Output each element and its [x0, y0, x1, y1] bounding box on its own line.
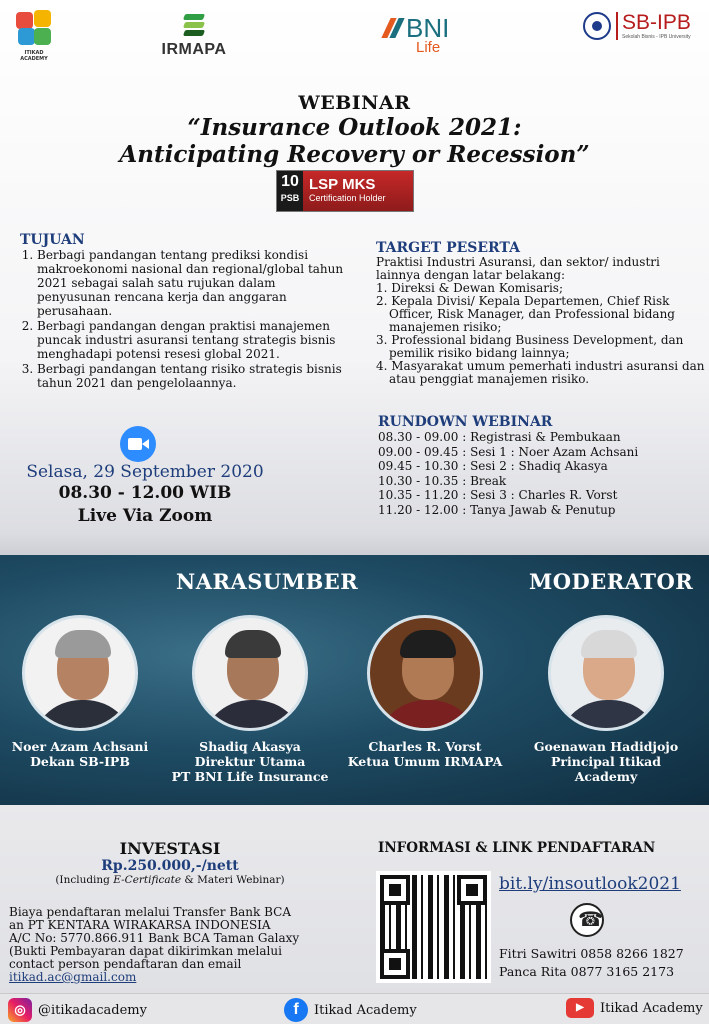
payment-line: (Bukti Pembayaran dapat dikirimkan melalui	[9, 944, 282, 958]
rundown-heading: RUNDOWN WEBINAR	[378, 414, 553, 430]
speaker-role: Direktur Utama	[194, 754, 306, 769]
itikad-logo-text: ITIKAD ACADEMY	[20, 50, 48, 62]
rundown-time: 09.00 - 09.45	[378, 444, 459, 459]
investasi-block	[0, 839, 340, 886]
email-link[interactable]: itikad.ac@gmail.com	[9, 970, 137, 984]
rundown-item: : Sesi 2 : Shadiq Akasya	[462, 459, 608, 474]
table-row	[378, 445, 638, 460]
speaker-name: Charles R. Vorst	[368, 739, 482, 754]
youtube-handle: Itikad Academy	[600, 1000, 703, 1016]
table-row	[378, 503, 638, 518]
event-date: Selasa, 29 September 2020	[26, 462, 264, 482]
sb-ipb-logo	[583, 12, 701, 40]
payment-line: an PT KENTARA WIRAKARSA INDONESIA	[9, 918, 271, 932]
rundown-item: : Registrasi & Pembukaan	[462, 430, 621, 444]
rundown-item: : Tanya Jawab & Penutup	[462, 502, 616, 517]
list-item: 1. Berbagi pandangan tentang prediksi kondisi makroekonomi nasional dan regional/global tahun 2021 sebagai salah satu rujukan dalam penyusunan rencana kerja dan anggaran perusahaan.	[37, 248, 350, 318]
speaker-role: Ketua Umum IRMAPA	[347, 754, 503, 769]
list-item: 1. Direksi & Dewan Komisaris;	[376, 281, 564, 295]
rundown-item: : Break	[462, 473, 507, 488]
target-list	[376, 282, 706, 386]
instagram-link[interactable]	[8, 998, 147, 1022]
youtube-icon: ▶	[566, 998, 594, 1018]
irmapa-logo	[158, 13, 230, 59]
title-line-2: Anticipating Recovery or Recession”	[119, 141, 590, 168]
speakers-band	[0, 555, 709, 805]
target-section	[376, 240, 706, 386]
lsp-cert: Certification Holder	[309, 193, 386, 203]
webinar-label: WEBINAR	[298, 92, 411, 114]
event-via: Live Via Zoom	[77, 506, 213, 526]
tujuan-list	[20, 248, 350, 390]
irmapa-mark-icon	[181, 13, 207, 39]
youtube-link[interactable]	[566, 998, 703, 1018]
target-heading: TARGET PESERTA	[376, 240, 520, 256]
rundown-item: : Sesi 3 : Charles R. Vorst	[462, 488, 618, 503]
sb-ipb-logo-text: SB-IPB	[622, 11, 691, 34]
speaker-name: Noer Azam Achsani	[11, 739, 149, 754]
speaker-name: Shadiq Akasya	[199, 739, 301, 754]
event-info	[0, 462, 290, 528]
avatar	[367, 615, 483, 731]
rundown-time: 10.30 - 10.35	[378, 473, 459, 488]
speaker-name: Goenawan Hadidjojo	[533, 739, 679, 754]
bni-life-text: Life	[416, 39, 441, 56]
speaker-card	[0, 615, 160, 769]
avatar	[548, 615, 664, 731]
moderator-heading: MODERATOR	[529, 569, 694, 594]
phone-icon	[570, 903, 604, 937]
logos-row	[0, 0, 709, 85]
payment-info	[9, 906, 339, 984]
lsp-psb: PSB	[280, 193, 300, 203]
event-time: 08.30 - 12.00 WIB	[58, 483, 232, 503]
rundown-section	[378, 414, 698, 518]
avatar	[22, 615, 138, 731]
narasumber-heading: NARASUMBER	[176, 569, 359, 594]
facebook-handle: Itikad Academy	[314, 1002, 417, 1018]
instagram-handle: @itikadacademy	[38, 1002, 147, 1018]
qr-code[interactable]	[376, 871, 491, 983]
table-row	[378, 474, 638, 489]
ipb-seal-icon	[583, 12, 611, 40]
lsp-number: 10	[281, 173, 299, 190]
speaker-card	[170, 615, 330, 784]
rundown-item: : Sesi 1 : Noer Azam Achsani	[462, 444, 639, 459]
sb-ipb-subtitle: Sekolah Bisnis - IPB University	[622, 34, 691, 40]
title-line-1: “Insurance Outlook 2021:	[187, 114, 522, 141]
moderator-card	[526, 615, 686, 784]
rundown-time: 10.35 - 11.20	[378, 488, 459, 503]
speaker-role: Principal Itikad Academy	[551, 754, 661, 784]
facebook-link[interactable]	[284, 998, 417, 1022]
tujuan-heading: TUJUAN	[20, 232, 85, 248]
list-item: 3. Professional bidang Business Development, dan pemilik risiko bidang lainnya;	[376, 333, 684, 360]
investasi-price: Rp.250.000,-/nett	[101, 858, 239, 874]
list-item: 2. Kepala Divisi/ Kepala Departemen, Chief Risk Officer, Risk Manager, dan Professional bidang manajemen risiko;	[376, 294, 675, 334]
payment-line: contact person pendaftaran dan email	[9, 957, 242, 971]
investasi-note: (Including E-Certificate & Materi Webinar)	[55, 874, 285, 886]
rundown-time: 09.45 - 10.30	[378, 459, 459, 474]
speaker-role: Dekan SB-IPB	[30, 754, 130, 769]
speaker-card	[345, 615, 505, 769]
facebook-icon: f	[284, 998, 308, 1022]
list-item: 2. Berbagi pandangan dengan praktisi manajemen puncak industri asuransi tentang strategis bisnis menghadapi potensi resesi global 2021.	[37, 319, 350, 361]
itikad-academy-logo	[12, 6, 56, 62]
zoom-icon	[120, 426, 156, 462]
table-row	[378, 488, 638, 503]
payment-line: Biaya pendaftaran melalui Transfer Bank BCA	[9, 905, 291, 919]
investasi-heading: INVESTASI	[119, 839, 221, 858]
list-item: 3. Berbagi pandangan tentang risiko strategis bisnis tahun 2021 dan pengelolaannya.	[37, 362, 350, 390]
bni-logo-text: BNI	[406, 13, 450, 43]
contact-line: Fitri Sawitri 0858 8266 1827	[499, 946, 684, 961]
tujuan-section	[20, 232, 350, 391]
rundown-time: 08.30 - 09.00	[378, 430, 459, 444]
bottom-section	[0, 805, 709, 1024]
bni-mark-icon	[382, 18, 402, 38]
irmapa-logo-text: IRMAPA	[161, 41, 227, 58]
table-row	[378, 430, 638, 445]
rundown-table	[378, 430, 638, 518]
rundown-time: 11.20 - 12.00	[378, 502, 459, 517]
target-intro: Praktisi Industri Asuransi, dan sektor/ industri lainnya dengan latar belakang:	[376, 255, 660, 282]
contact-line: Panca Rita 0877 3165 2173	[499, 964, 675, 979]
bni-life-logo	[382, 15, 482, 56]
info-heading: INFORMASI & LINK PENDAFTARAN	[378, 840, 656, 856]
lsp-name: LSP MKS	[309, 176, 376, 193]
contact-list	[499, 945, 684, 981]
social-footer	[0, 993, 709, 1024]
speaker-role: PT BNI Life Insurance	[171, 769, 329, 784]
list-item: 4. Masyarakat umum pemerhati industri asuransi dan atau penggiat manajemen risiko.	[376, 359, 705, 386]
table-row	[378, 459, 638, 474]
payment-line: A/C No: 5770.866.911 Bank BCA Taman Galaxy	[9, 931, 300, 945]
instagram-icon: ◎	[8, 998, 32, 1022]
lsp-mks-badge	[276, 170, 414, 212]
title-block	[0, 92, 709, 168]
avatar	[192, 615, 308, 731]
puzzle-icon	[14, 6, 54, 48]
registration-link[interactable]: bit.ly/insoutlook2021	[499, 874, 681, 894]
